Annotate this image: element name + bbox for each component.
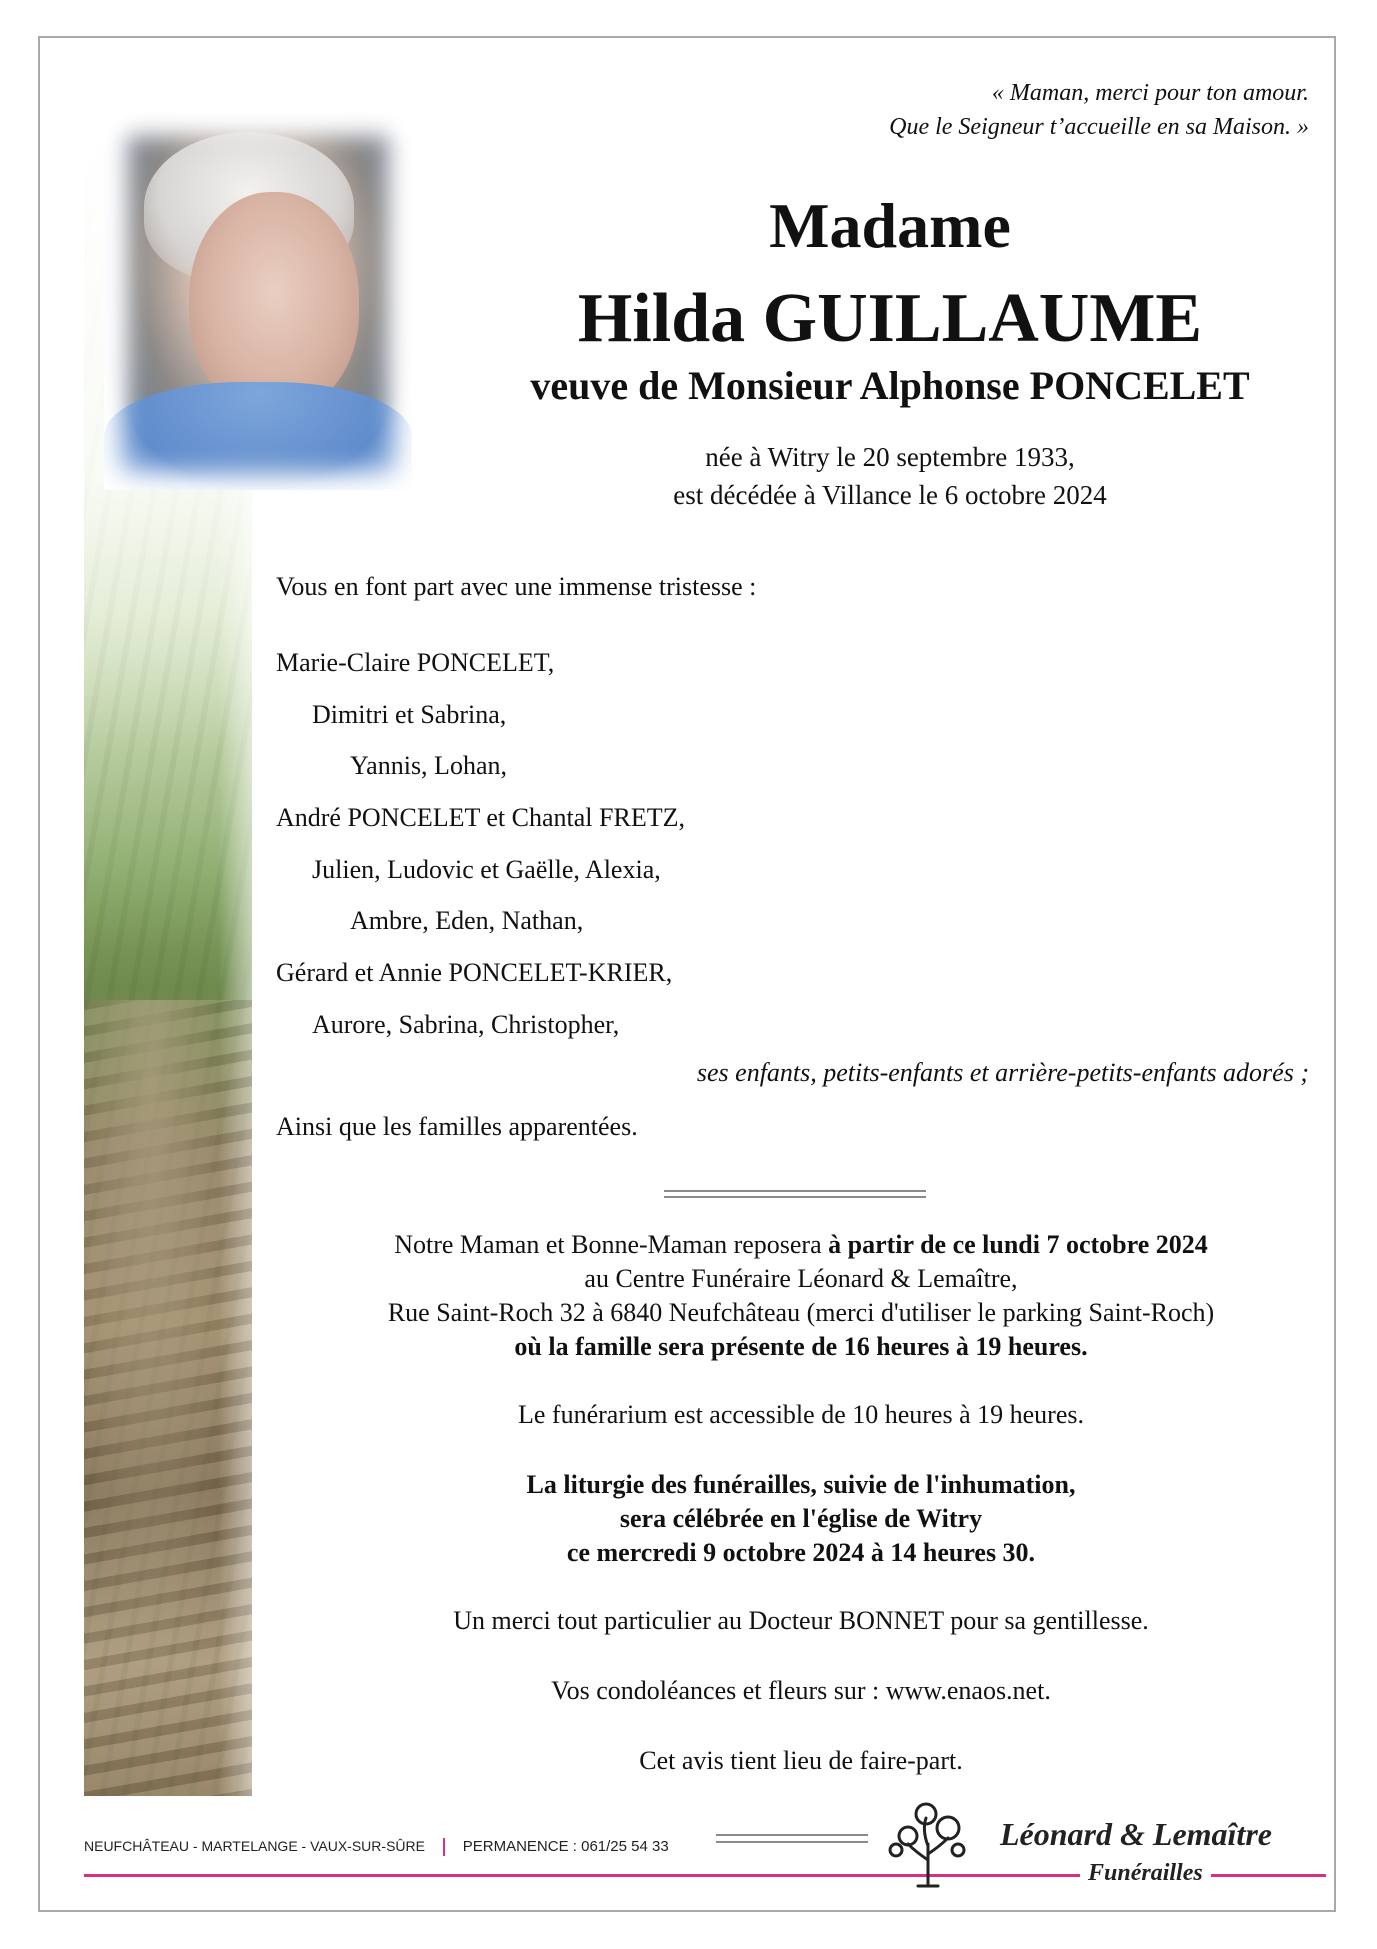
liturgy-line-1: La liturgie des funérailles, suivie de l'inhumation,: [526, 1470, 1076, 1499]
dates-block: [430, 438, 1350, 514]
funeral-address: Rue Saint-Roch 32 à 6840 Neufchâteau (merci d'utiliser le parking Saint-Roch): [387, 1298, 1215, 1327]
liturgy-block: [276, 1468, 1326, 1570]
brand-subtitle: Funérailles: [1080, 1860, 1211, 1887]
footer-info: [84, 1838, 669, 1856]
visitation-block: [276, 1228, 1326, 1364]
funeral-center: au Centre Funéraire Léonard & Lemaître,: [584, 1264, 1018, 1293]
portrait-photo: [104, 112, 412, 490]
footer-permanence: PERMANENCE : 061/25 54 33: [462, 1838, 669, 1855]
family-presence: où la famille sera présente de 16 heures à 19 heures.: [514, 1332, 1088, 1361]
family-member: Yannis, Lohan,: [350, 751, 507, 780]
quote-line-2: Que le Seigneur t’accueille en sa Maison. »: [889, 114, 1309, 140]
footer-double-line: [716, 1834, 868, 1843]
opening-quote: [889, 76, 1309, 144]
access-hours: Le funérarium est accessible de 10 heures à 19 heures.: [518, 1400, 1084, 1429]
portrait-fade: [104, 112, 412, 490]
family-member: Dimitri et Sabrina,: [312, 700, 507, 729]
family-member: Marie-Claire PONCELET,: [276, 648, 555, 677]
rest-line: [276, 1228, 1326, 1262]
liturgy-line-2: sera célébrée en l'église de Witry: [619, 1504, 983, 1533]
family-member: Ambre, Eden, Nathan,: [350, 906, 584, 935]
forest-path-ground: [84, 1000, 252, 1796]
condolences-line: Vos condoléances et fleurs sur : www.enaos.net.: [551, 1676, 1051, 1705]
family-member: Gérard et Annie PONCELET-KRIER,: [276, 958, 673, 987]
widow-line: veuve de Monsieur Alphonse PONCELET: [530, 363, 1250, 408]
family-member: André PONCELET et Chantal FRETZ,: [276, 803, 685, 832]
section-divider: [664, 1190, 926, 1198]
brand-name: Léonard & Lemaître: [1000, 1816, 1272, 1852]
rest-date: à partir de ce lundi 7 octobre 2024: [828, 1230, 1208, 1259]
notice-line: Cet avis tient lieu de faire-part.: [639, 1746, 963, 1775]
footer-locations: NEUFCHÂTEAU - MARTELANGE - VAUX-SUR-SÛRE: [84, 1838, 425, 1854]
family-relation: ses enfants, petits-enfants et arrière-petits-enfants adorés ;: [696, 1058, 1309, 1087]
thanks-line: Un merci tout particulier au Docteur BONNET pour sa gentillesse.: [453, 1606, 1149, 1635]
honorific-title: Madame: [769, 190, 1011, 261]
family-intro: Vous en font part avec une immense tristesse :: [276, 572, 757, 601]
liturgy-line-3: ce mercredi 9 octobre 2024 à 14 heures 30.: [566, 1538, 1036, 1567]
footer-separator: [443, 1838, 445, 1856]
family-member: Aurore, Sabrina, Christopher,: [312, 1010, 620, 1039]
tree-logo-icon: [888, 1800, 968, 1890]
family-closing: Ainsi que les familles apparentées.: [276, 1112, 638, 1141]
deceased-name: Hilda GUILLAUME: [577, 280, 1203, 357]
family-member: Julien, Ludovic et Gaëlle, Alexia,: [312, 855, 661, 884]
death-line: est décédée à Villance le 6 octobre 2024: [673, 480, 1107, 510]
birth-line: née à Witry le 20 septembre 1933,: [705, 442, 1075, 472]
rest-prefix: Notre Maman et Bonne-Maman reposera: [394, 1230, 829, 1259]
quote-line-1: « Maman, merci pour ton amour.: [991, 80, 1309, 106]
